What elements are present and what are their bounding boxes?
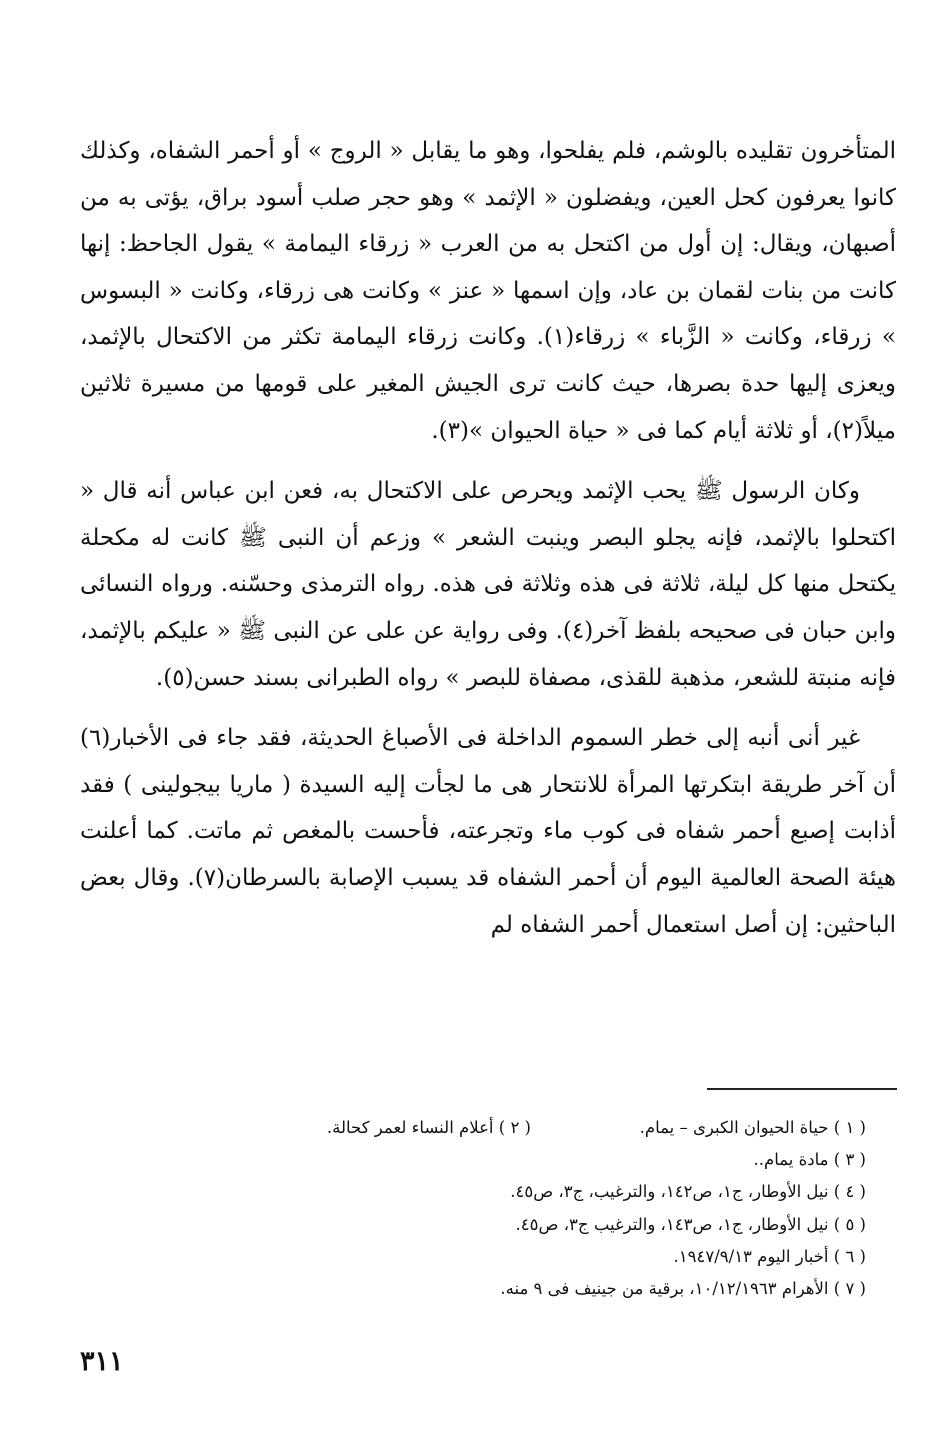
footnote-separator [707,1088,897,1090]
page-number: ٣١١ [80,1346,124,1377]
paragraph-1: المتأخرون تقليده بالوشم، فلم يفلحوا، وهو ما يقابل « الروج » أو أحمر الشفاه، وكذلك كانوا يعرفون كحل العين، ويفضلون « الإثمد » وهو حجر صلب أسود براق، يؤتى به من أصبهان، ويقال: إن أول من اكتحل به من العرب « زرقاء اليمامة » يقول الجاحظ: إنها كانت من بنات لقمان بن عاد، وإن اسمها « عنز » وكانت هى زرقاء، وكانت « البسوس » زرقاء، وكانت « الزَّباء » زرقاء(١). وكانت زرقاء اليمامة تكثر من الاكتحال بالإثمد، ويعزى إليها حدة بصرها، حيث كانت ترى الجيش المغير على قومها من مسيرة ثلاثين ميلاً(٢)، أو ثلاثة أيام كما فى « حياة الحيوان »(٣). [80,138,896,444]
footnote-4: ( ٤ ) نيل الأوطار، ج١، ص١٤٢، والترغيب، ج٣، ص٤٥. [510,1182,866,1202]
paragraph-2: وكان الرسول ﷺ يحب الإثمد ويحرص على الاكتحال به، فعن ابن عباس أنه قال « اكتحلوا بالإثمد، فإنه يجلو البصر وينبت الشعر » وزعم أن النبى ﷺ كانت له مكحلة يكتحل منها كل ليلة، ثلاثة فى هذه وثلاثة فى هذه. رواه الترمذى وحسّنه. ورواه النسائى وابن حبان فى صحيحه بلفظ آخر(٤). وفى رواية عن على عن النبى ﷺ « عليكم بالإثمد، فإنه منبتة للشعر، مذهبة للقذى، مصفاة للبصر » رواه الطبرانى بسند حسن(٥). [80,478,896,691]
footnote-2: ( ٢ ) أعلام النساء لعمر كحالة. [326,1118,531,1137]
footnote-1: ( ١ ) حياة الحيوان الكبرى – يمام. [639,1118,866,1137]
footnote-5: ( ٥ ) نيل الأوطار، ج١، ص١٤٣، والترغيب ج٣، ص٤٥. [515,1214,866,1234]
footnote-6: ( ٦ ) أخبار اليوم ١٩٤٧/٩/١٣. [673,1246,866,1266]
paragraph-3: غير أنى أنبه إلى خطر السموم الداخلة فى الأصباغ الحديثة، فقد جاء فى الأخبار(٦) أن آخر طريقة ابتكرتها المرأة للانتحار هى ما لجأت إليه السيدة ( ماريا بيجولينى ) فقد أذابت إصبع أحمر شفاه فى كوب ماء وتجرعته، فأحست بالمغص ثم ماتت. كما أعلنت هيئة الصحة العالمية اليوم أن أحمر الشفاه قد يسبب الإصابة بالسرطان(٧). وقال بعض الباحثين: إن أصل استعمال أحمر الشفاه لم [80,725,896,938]
footnotes [80,1112,866,1305]
footnote-row-1-2 [80,1112,866,1144]
footnote-3: ( ٣ ) مادة يمام.. [753,1150,866,1170]
main-text [80,128,896,948]
footnote-7: ( ٧ ) الأهرام ١٠/١٢/١٩٦٣، برقية من جينيف فى ٩ منه. [500,1279,866,1299]
